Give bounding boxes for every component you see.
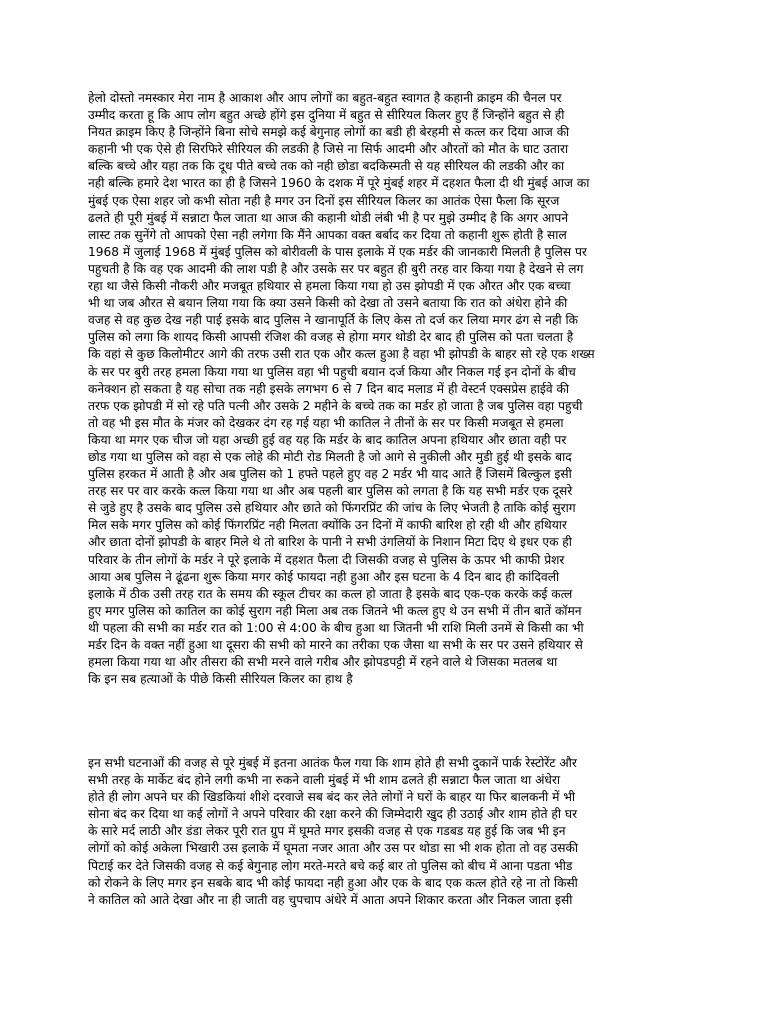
text-line: आया अब पुलिस ने ढूंढना शुरू किया मगर कोई फायदा नही हुआ और इस घटना के 4 दिन बाद ही कांदिवली	[88, 569, 560, 584]
text-line: के सारे मर्द लाठी और डंडा लेकर पूरी रात ग्रुप में घूमते मगर इसकी वजह से एक गडबड यह हुई कि जब भी इन	[88, 824, 566, 839]
text-line: ने कातिल को आते देखा और ना ही जाती वह चुपचाप अंधेरे में आता अपने शिकार करता और निकल जाता इसी	[88, 892, 573, 907]
text-line: 1968 में जुलाई 1968 में मुंबई पुलिस को बोरीवली के पास इलाके में एक मर्डर की जानकारी मिलती है पुलिस पर	[88, 244, 587, 259]
text-line: ढलते ही पूरी मुंबई में सन्नाटा फैल जाता था आज की कहानी थोडी लंबी भी है पर मुझे उम्मीद है कि अगर आपने	[88, 210, 569, 225]
text-line: कहानी भी एक ऐसे ही सिरफिरे सीरियल की लडकी है जिसे ना सिर्फ आदमी और औरतों को मौत के घाट उतारा	[88, 142, 569, 157]
text-line: पुलिस हरकत में आती है और अब पुलिस को 1 हफ्ते पहले हुए वह 2 मर्डर भी याद आते हैं जिसमें बिल्कुल इसी	[88, 467, 572, 482]
text-line: परिवार के तीन लोगों के मर्डर ने पूरे इलाके में दहशत फैला दी जिसकी वजह से पुलिस के ऊपर भी काफी प्रेशर	[88, 552, 565, 567]
text-line: और छाता दोनों झोपडी के बाहर मिले थे तो बारिश के पानी ने सभी उंगलियों के निशान मिटा दिए थे इधर एक ही	[88, 535, 572, 550]
text-line: तरह सर पर वार करके कत्ल किया गया था और अब पहली बार पुलिस को लगता है कि यह सभी मर्डर एक दूसरे	[88, 484, 573, 499]
text-line: थी पहला की सभी का मर्डर रात को 1:00 से 4:00 के बीच हुआ था जितनी भी राशि मिली उनमें से किसी का भी	[88, 620, 584, 635]
text-line: होते ही लोग अपने घर की खिडकियां शीशे दरवाजे सब बंद कर लेते लोगों ने घरों के बाहर या फिर बालकनी में भी	[88, 790, 576, 805]
paragraph	[88, 90, 688, 688]
text-line: हमला किया गया था और तीसरा की सभी मरने वाले गरीब और झोपडपट्टी में रहने वाले थे जिसका मतलब था	[88, 655, 558, 670]
text-line: वजह से वह कुछ देख नही पाई इसके बाद पुलिस ने खानापूर्ति के लिए केस तो दर्ज कर लिया मगर ढंग से नही कि	[88, 313, 578, 328]
text-line: मुंबई एक ऐसा शहर जो कभी सोता नही है मगर उन दिनों इस सीरियल किलर का आतंक ऐसा फैला कि सूरज	[88, 193, 560, 208]
text-line: नही बल्कि हमारे देश भारत का ही है जिसने 1960 के दशक में पूरे मुंबई शहर में दहशत फैला दी थी मुंबई आज का	[88, 176, 590, 191]
text-line: नियत क्राइम किए है जिन्होंने बिना सोचे समझे कई बेगुनाह लोगों का बडी ही बेरहमी से कत्ल कर दिया आज की	[88, 125, 570, 140]
text-line: को रोकने के लिए मगर इन सबके बाद भी कोई फायदा नही हुआ और एक के बाद एक कत्ल होते रहे ना तो किसी	[88, 875, 578, 890]
text-line: मर्डर दिन के वक्त नहीं हुआ था दूसरा की सभी को मारने का तरीका एक जैसा था सभी के सर पर उसने हथियार से	[88, 638, 583, 652]
text-line: मिल सके मगर पुलिस को कोई फिंगरप्रिंट नही मिलता क्योंकि उन दिनों में काफी बारिश हो रही थी और हथियार	[88, 518, 567, 533]
text-line: पिटाई कर देते जिसकी वजह से कई बेगुनाह लोग मरते-मरते बचे कई बार तो पुलिस को बीच में आना पडता भीड	[88, 858, 573, 873]
text-line: पहुचती है कि वह एक आदमी की लाश पडी है और उसके सर पर बहुत ही बुरी तरह वार किया गया है देखने से लग	[88, 261, 584, 276]
text-line: लास्ट तक सुनेंगे तो आपको ऐसा नही लगेगा कि मैंने आपका वक्त बर्बाद कर दिया तो कहानी शुरू होती है साल	[88, 227, 567, 242]
text-line: किया था मगर एक चीज जो यहा अच्छी हुई वह यह कि मर्डर के बाद कातिल अपना हथियार और छाता वही पर	[88, 432, 567, 447]
paragraph	[88, 755, 688, 909]
text-line: से जुडे हुए है उसके बाद पुलिस उसे हथियार और छाते को फिंगरप्रिंट की जांच के लिए भेजती है ताकि कोई सुराग	[88, 501, 576, 516]
text-line: हुए मगर पुलिस को कातिल का कोई सुराग नही मिला अब तक जितने भी कत्ल हुए थे उन सभी में तीन बातें कॉमन	[88, 603, 582, 618]
text-line: कनेक्शन हो सकता है यह सोचा तक नही इसके लगभग 6 से 7 दिन बाद मलाड में ही वेस्टर्न एक्सप्रेस हाईवे की	[88, 381, 570, 396]
text-line: बल्कि बच्चे और यहा तक कि दूध पीते बच्चे तक को नही छोडा बदकिस्मती से यह सीरियल की लडकी और का	[88, 159, 565, 174]
text-line: तो वह भी इस मौत के मंजर को देखकर दंग रह गई यहा भी कातिल ने तीनों के सर पर किसी मजबूत से हमला	[88, 415, 564, 430]
text-line: उम्मीद करता हू कि आप लोग बहुत अच्छे होंगे इस दुनिया में बहुत से सीरियल किलर हुए हैं जिन्होंने बहुत से ही	[88, 108, 565, 123]
text-line: इन सभी घटनाओं की वजह से पूरे मुंबई में इतना आतंक फैल गया कि शाम होते ही सभी दुकानें पार्क रेस्टोरेंट और	[88, 756, 577, 770]
text-line: के सर पर बुरी तरह हमला किया गया था पुलिस वहा भी पहुची बयान दर्ज किया और निकल गई इन दोनों के बीच	[88, 364, 576, 379]
text-line: छोड गया था पुलिस को वहा से एक लोहे की मोटी रोड मिलती है जो आगे से नुकीली और मुडी हुई थी इसके बाद	[88, 449, 572, 464]
text-line: सोना बंद कर दिया था कई लोगों ने अपने परिवार की रक्षा करने की जिम्मेदारी खुद ही उठाई और शाम होते ही घर	[88, 807, 578, 822]
text-line: भी था जब औरत से बयान लिया गया कि क्या उसने किसी को देखा तो उसने बताया कि रात को अंधेरा होने की	[88, 296, 568, 311]
text-line: इलाके में ठीक उसी तरह रात के समय की स्कूल टीचर का कत्ल हो जाता है इसके बाद एक-एक करके कई कत्ल	[88, 586, 573, 601]
text-line: लोगों को कोई अकेला भिखारी उस इलाके में घूमता नजर आता और उस पर थोडा सा भी शक होता तो वह उसकी	[88, 841, 578, 856]
text-line: रहा था जैसे किसी नौकरी और मजबूत हथियार से हमला किया गया हो उस झोपडी में एक औरत और एक बच्चा	[88, 279, 571, 294]
text-line: तरफ एक झोपडी में सो रहे पति पत्नी और उसके 2 महीने के बच्चे तक का मर्डर हो जाता है जब पुलिस वहा पहुची	[88, 398, 583, 413]
text-line: कि वहां से कुछ किलोमीटर आगे की तरफ उसी रात एक और कत्ल हुआ है वहा भी झोपडी के बाहर सो रहे एक शख्स	[88, 347, 595, 362]
text-line: पुलिस को लगा कि शायद किसी आपसी रंजिश की वजह से होगा मगर थोडी देर बाद ही पुलिस को पता चलता है	[88, 330, 574, 345]
text-line: सभी तरह के मार्केट बंद होने लगी कभी ना रुकने वाली मुंबई में भी शाम ढलते ही सन्नाटा फैल जाता था अंधेरा	[88, 773, 561, 788]
text-line: हेलो दोस्तो नमस्कार मेरा नाम है आकाश और आप लोगों का बहुत-बहुत स्वागत है कहानी क्राइम की चैनल पर	[88, 91, 562, 105]
text-line: कि इन सब हत्याओं के पीछे किसी सीरियल किलर का हाथ है	[88, 672, 353, 687]
